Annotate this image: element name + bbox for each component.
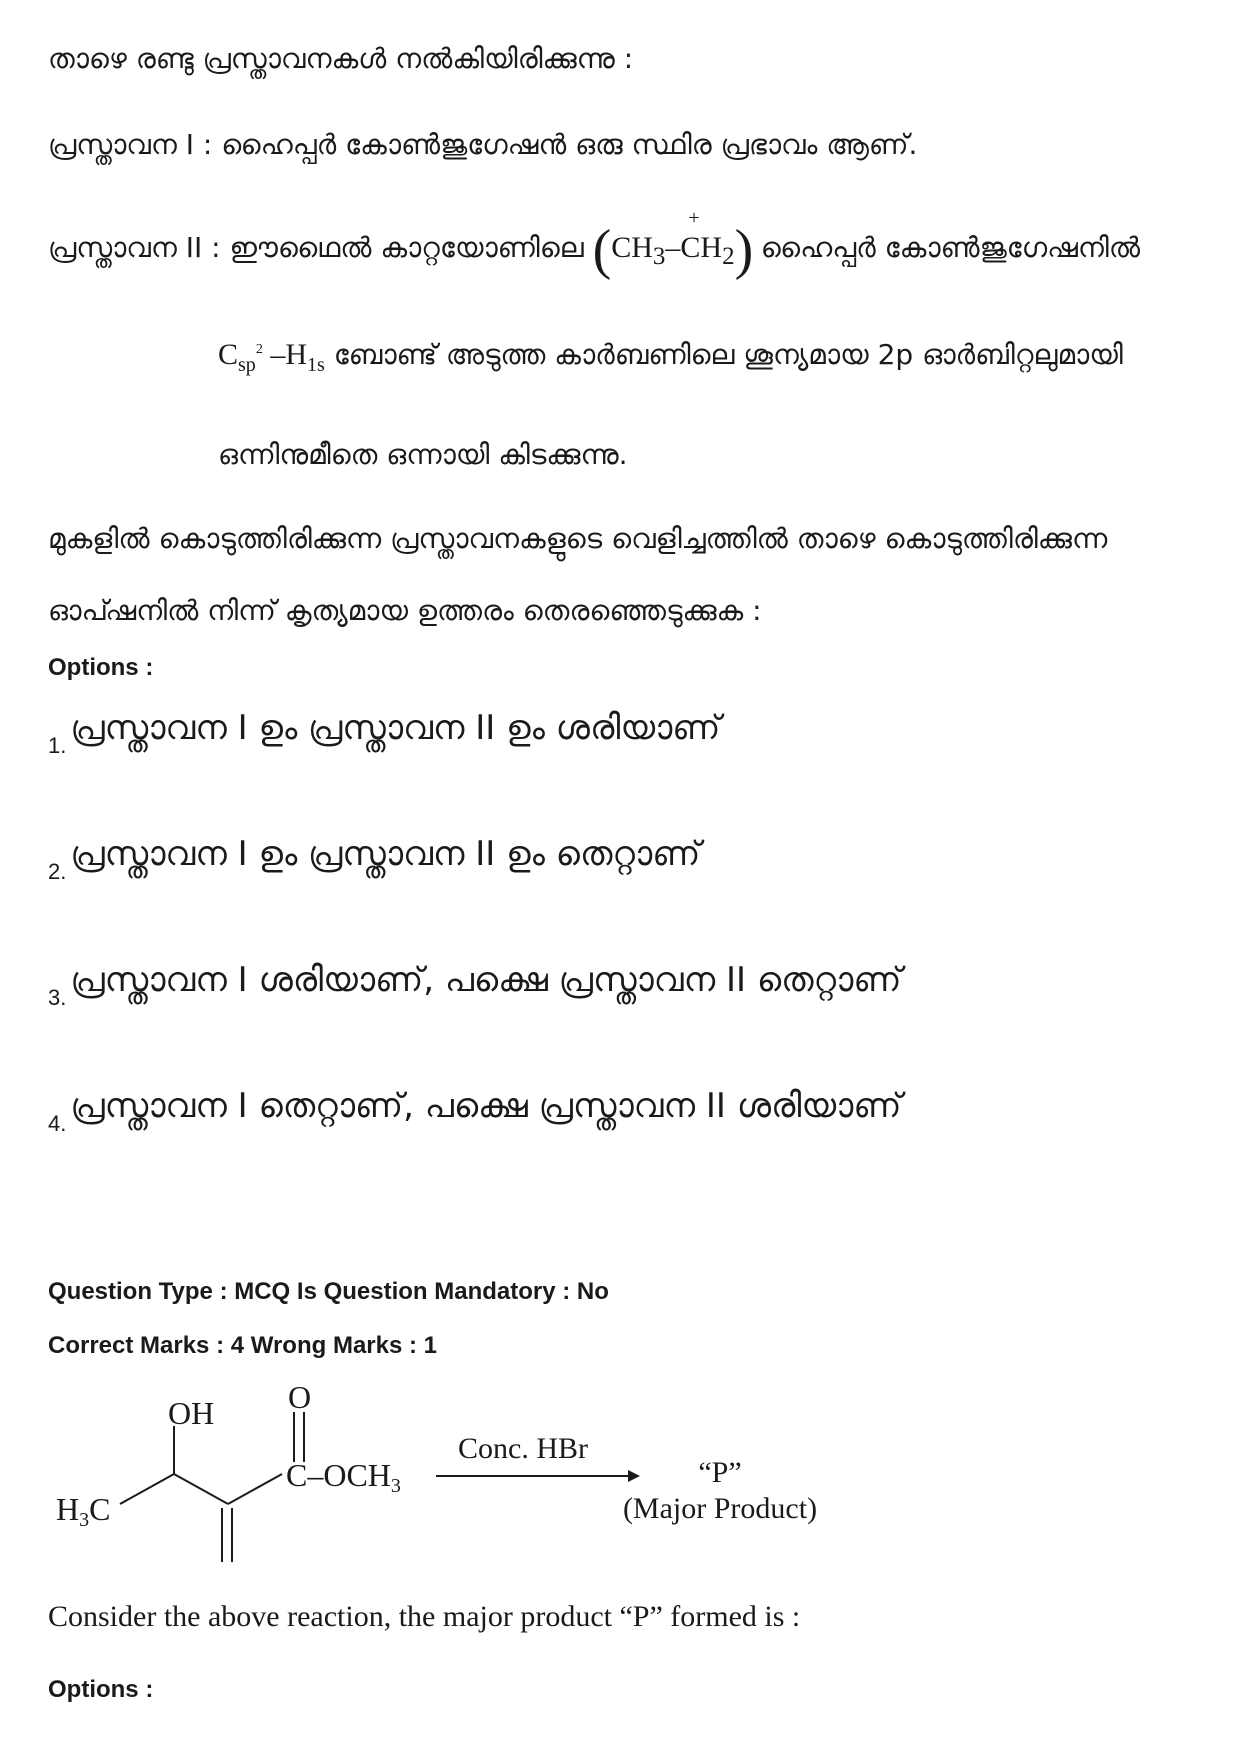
statement-1-text: ഹൈപ്പർ കോൺജുഗേഷൻ ഒരു സ്ഥിര പ്രഭാവം ആണ്. [221,128,918,161]
option-2[interactable] [48,834,701,884]
options-label: Options : [48,654,154,681]
option-3[interactable] [48,960,902,1010]
statement-2-line-2 [218,338,1123,377]
product-note: (Major Product) [622,1492,818,1525]
question-2-prompt: Consider the above reaction, the major product “P” formed is : [48,1600,801,1633]
question-intro: താഴെ രണ്ടു പ്രസ്താവനകൾ നൽകിയിരിക്കുന്നു : [48,42,634,75]
methyl-label: H3C [56,1491,111,1531]
skeletal-bonds [120,1412,304,1562]
option-4[interactable] [48,1086,902,1136]
ethyl-cation-formula: ($CH_3-$ + $CH_2$) [592,206,754,281]
option-number: 4. [48,1111,67,1136]
statement-2-text-after: ഹൈപ്പർ കോൺജുഗേഷനിൽ [760,230,1141,264]
option-number: 1. [48,733,67,758]
statement-2-line-3: ഒന്നിനുമീതെ ഒന്നായി കിടക്കുന്നു. [218,438,628,471]
arrow-head [628,1470,640,1482]
bond-formula: $C_{sp}^2$ $-H_{1s}$ [218,338,325,376]
question-type-line: Question Type : MCQ Is Question Mandatory : No [48,1278,609,1305]
carbonyl-oxygen-label: O [288,1379,312,1415]
option-number: 3. [48,985,67,1010]
option-text: പ്രസ്താവന I ശരിയാണ്, പക്ഷെ പ്രസ്താവന II തെറ്റാണ് [70,960,902,1000]
instruction-line-1: മുകളിൽ കൊടുത്തിരിക്കുന്ന പ്രസ്താവനകളുടെ വെളിച്ചത്തിൽ താഴെ കൊടുത്തിരിക്കുന്ന [48,522,1108,555]
option-number: 2. [48,859,67,884]
option-text: പ്രസ്താവന I ഉം പ്രസ്താവന II ഉം ശരിയാണ് [70,708,721,748]
statement-2-label: പ്രസ്താവന II : [48,230,221,264]
instruction-line-2: ഓപ്ഷനിൽ നിന്ന് കൃത്യമായ ഉത്തരം തെരഞ്ഞെടുക്കുക : [48,594,762,627]
product-label: “P” [698,1456,742,1489]
statement-1-label: പ്രസ്താവന I : [48,128,213,161]
statement-2 [48,206,1141,281]
statement-2-line-2-text: ബോണ്ട് അടുത്ത കാർബണിലെ ശൂന്യമായ 2p ഓർബിറ്റലുമായി [333,338,1123,371]
ester-label: C–OCH3 [286,1457,401,1497]
statement-1 [48,128,917,162]
marks-line: Correct Marks : 4 Wrong Marks : 1 [48,1332,438,1359]
option-1[interactable] [48,708,721,758]
hydroxyl-label: OH [168,1395,215,1431]
option-text: പ്രസ്താവന I തെറ്റാണ്, പക്ഷെ പ്രസ്താവന II ശരിയാണ് [70,1086,902,1126]
statement-2-text-before: ഈഥൈൽ കാറ്റയോണിലെ [229,230,584,264]
option-text: പ്രസ്താവന I ഉം പ്രസ്താവന II ഉം തെറ്റാണ് [70,834,701,874]
reagent-label: Conc. HBr [458,1432,588,1465]
reaction-scheme [48,1378,908,1578]
options-label-2: Options : [48,1676,154,1703]
